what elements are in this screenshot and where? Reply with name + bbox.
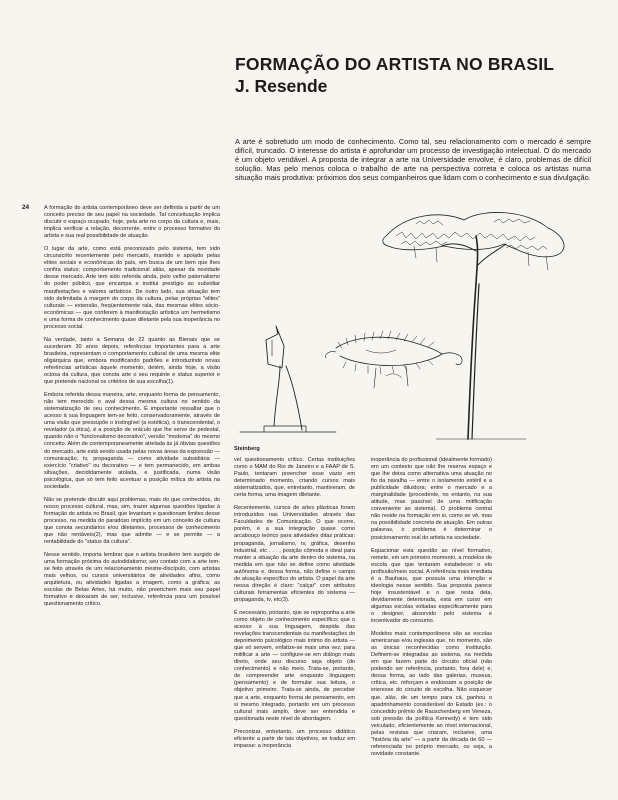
steinberg-illustration (236, 206, 588, 444)
paragraph: vel questionamento crítico. Certas instituições como o MAM do Rio de Janeiro e a FAAP de S. Paulo, tentaram preencher esse vazio em determinado momento, criando cursos mais sistematizados, que, entretanto, mantiveram, de certa forma, uma imagem diletante. (234, 457, 355, 499)
paragraph: Modelos mais contemporâneos são as escolas americanas e/ou inglesas que, no momento, são as únicas reconhecidas como instituição. Definem-se integradas ao sistema, na medida em que fazem parte do circuito oficial (não podendo ser referência, portanto, fora dele) e, dessa forma, ao lado das galerias, museus, crítica, etc. reforçam e endossam a posição de interesse do circuito de escolha. Não esquecer que, alás, de um tempo para cá, ganhou o apadrinhamento considerável do Estado (ex.: o concedido prêmio de Rauschenberg em Veneza, sob pressão da política Kennedy) e tem sido veiculado, eficientemente ao nível internacional, pelas revistas que criaram, inclusive, uma "história da arte" — a partir da década de 60 — referenciada no próprio mercado, ou seja, a novidade constante. (371, 631, 492, 757)
paragraph: O lugar da arte, como está preconizado pelo sistema, tem sido circunscrito recentemente pelo mercado, mantido e apoiado pelas elites sociais e econômicas do país, em busca de um bem que lhes confira status; comportamento tradicional aliás, apesar da novidade desse mercado. Arte tem sido referida ainda, pelo velho paternalismo do poder público, que encampa e institui prestígio ao subsidiar manifestações e valores artísticos. De outro lado, sua situação tem sido delimitada à margem do corpo da cultura, pelas próprias "elites" culturais — extensão, freqüentemente rala, das mesmas elites sócio-econômicas — que conferem à manifestação artística um hermetismo e uma forma de conhecimento quase diletante pela sua inoperância no processo social. (44, 246, 220, 330)
text-column-1 (44, 205, 220, 789)
paragraph: Preconizar, entretanto, um processo didático eficiente a partir de tais objetivos, se traduz em impasse: a inoperância (234, 728, 355, 749)
paragraph: Na verdade, tanto a Semana de 22 quanto as Bienais que se sucederam 30 anos depois, referências importantes para a arte brasileira, representam o comportamento cultural de uma mesma elite oligárquica que, embora modificando padrões e introduzindo novas referências artísticas àquele momento, detém, ainda hoje, a visão ociosa da cultura, que conota arte o seu requinte e status superior e que pretende nacional os critérios de sua escolha(1). (44, 336, 220, 386)
page-number: 24 (22, 204, 30, 211)
paragraph: Equacionar esta questão ao nível formativo, remete, em um primeiro momento, a modelos de escola que que tentaram estabelecer o elo profissão/meio social. A referência mais imediata é a Bauhaus, que possuía uma intenção e ideologia nesse sentido. Sua proposta parece hoje insustentável e o que resta dela, devidamente deteriorada, está em curso em algumas escolas voltadas especificamente para o designer, absorvido pelo sistema e incentivador do consumo. (371, 547, 492, 625)
paragraph: Não se pretende discutir aqui problemas, mais do que conhecidos, do nosso processo cultural, mas, sim, trazer algumas questões ligadas à formação do artista no Brasil, que levantam e questionam limites desse processo, na medida do paradoxo implícito em um conceito de cultura que conota secundários e/ou diletantes, processos de conhecimento que não rentáveis(2), mas que admite — e se permite — a rentabilidade do "status da cultura". (44, 496, 220, 546)
paragraph: Recentemente, cursos de artes plásticas foram introduzidos nas Universidades através das Faculdades de Comunicação. O que ocorre, porém, é a sua integração quase como arcabouço teórico para atividades ditas práticas: propaganda, jornalismo, tv, gráfica, desenho industrial, etc . . . , posição cômoda e ideal para manter a situação da arte dentro do sistema, na medida em que não se define como atividade autônoma e, dessa forma, não define o campo de atuação específico do artista. O papel da arte nessa direção é claro: "calçar" com atributos culturais ferramentas eficientes do sistema — propaganda, tv, etc(3). (234, 505, 355, 603)
paragraph: É necessário, portanto, que se reproponha a arte como objeto de conhecimento específico; que o acesso à sua linguagem, despida das revelações transcendentais ou manifestações do depoimento psicológico mais íntimo do artista — que só servem, enfatize-se mais uma vez, para mitificar a arte — configure-se em diálogo mais direto, onde seu discurso seja objeto (do conhecimento) e não meio. Trata-se, portanto, de compreender arte enquanto linguagem (pensamento) e de formular sua leitura, o objetivo primeiro. Trata-se ainda, de perceber que a arte, enquanto forma de pensamento, em si mesmo integrado, portanto em um processo cultural mais amplo, deve ser entendida e questionada neste nível de abordagem. (234, 609, 355, 722)
paragraph: A formação do artista contemporâneo deve ser definida a partir de um conceito preciso de seu papel na sociedade. Tal conceituação implica discutir o espaço ocupado, hoje, pela arte no corpo da cultura e, mais, implica verificar a relação, decorrente, entre o processo formativo do artista e sua real possibilidade de atuação. (44, 205, 220, 240)
paragraph: inoperância do profissional (idealmente formado) em um contexto que não lhe reserva espaço e que lhe deixa como alternativa uma atuação no fio da navalha — entre o isolamento estéril e a publicidade diluidora; entre o mercado e a marginalidade (procedente, no entanto, na sua atitude, mas passível de uma mitificação conveniente ao sistema). O problema central não reside na formação em si, como se vê, mas na possibilidade concreta de atuação. Em outras palavras, o problema é determinar o posicionamento real do artista na sociedade. (371, 457, 492, 541)
illustration-caption: Steinberg (234, 446, 260, 452)
text-column-2 (234, 457, 355, 789)
article-intro: A arte é sobretudo um modo de conhecimento. Como tal, seu relacionamento com o mercado é sempre difícil, truncado. O interesse do artista é aprofundar um processo de investigação intelectual. O do mercado é um objeto vendável. A proposta de integrar a arte na Universidade envolve, é claro, problemas de difícil solução. Mas pelo menos coloca o trabalho de arte na perspectiva correta e coloca os artistas numa situação mais produtiva: próximos dos seus companheiros que lidam com o conhecimento e sua divulgação. (235, 137, 591, 183)
article-title: FORMAÇÃO DO ARTISTA NO BRASIL (235, 54, 555, 74)
paragraph: Embora referida dessa maneira, arte, enquanto forma de pensamento, não tem merecido o aval dessa mesma cultura no sentido da sistematização de seu conhecimento. É importante ressaltar que o acesso à sua linguagem tem-se feito, conservadoramente, através de uma visão que pressupõe o instingível (a estética), o transcendental, o revelador (a ética), é a posição de oráculo que lhe serve de pedestal, quando não o "funcionalismo decorativo", versão "moderna" do mesmo conceito. Além de contemporaneamente atrelada às já óbvias questões do mercado, arte está sendo usada pelas novas áreas da expressão — comunicação, tv, propaganda — como atividade subsidiária — exercício "criativo" ou decorativo — e tem permanecido, em ambas situações, decididamente atolada, e justificada, numa visão psicológica, que só tem feito acentuar a posição mítica do artista na sociedade. (44, 392, 220, 490)
text-column-3 (371, 457, 492, 789)
article-author: J. Resende (235, 76, 328, 96)
paragraph: Nesse sentido, importa lembrar que o artista brasileiro tem surgido de uma formação próxima do autodidatismo; seu contato com a arte tem-se feito através de um relacionamento mestre-discípulo, com artistas mais velhos, ou cursos universitários de atividades afins, como arquitetura, ou atividades ligadas a imagem, como a gráfica; as escolas de Belas Artes, há muito, não preenchem mais seu papel formativo e deixaram de ser, inclusive, referência para um possível questionamento crítico. (44, 552, 220, 608)
